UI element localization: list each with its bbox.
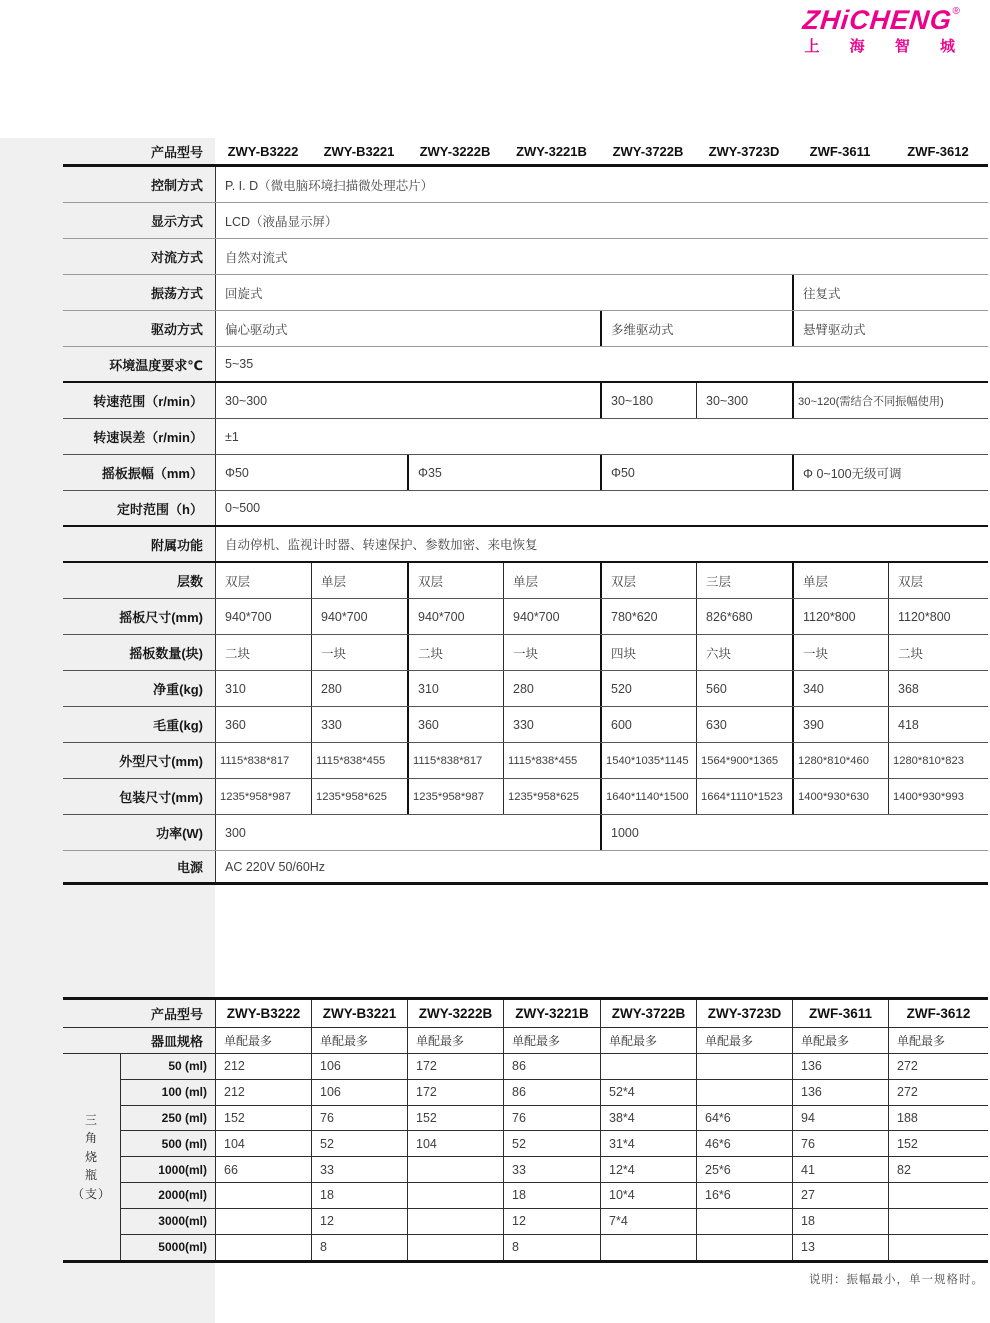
row-label: 显示方式 (150, 214, 203, 229)
size-label: 1000(ml) (120, 1157, 215, 1183)
capacity-value (407, 1209, 503, 1235)
spec-value: 30~180 (600, 383, 696, 418)
spec-row-speed-error (63, 419, 988, 455)
capacity-value: 7*4 (600, 1209, 696, 1235)
spec-row-oscillation (63, 275, 988, 311)
capacity-value (696, 1209, 792, 1235)
spec-row-ambient-temp (63, 347, 988, 383)
capacity-value: 212 (215, 1080, 311, 1106)
flask-char: （支） (71, 1186, 111, 1201)
capacity-value (600, 1054, 696, 1080)
spec-value: 390 (792, 707, 888, 742)
spec-row-packing-dims (63, 779, 988, 815)
spec-header-row (63, 138, 988, 167)
row-label: 功率(W) (156, 826, 203, 841)
spec-value: 560 (696, 671, 792, 706)
spec-value: 自然对流式 (215, 239, 988, 274)
spec-value: 280 (503, 671, 600, 706)
capacity-value: 76 (311, 1106, 407, 1132)
spec-value: Φ 0~100无级可调 (792, 455, 988, 490)
spec-value: 940*700 (503, 599, 600, 634)
spec-row-convection (63, 239, 988, 275)
model-header: ZWY-3722B (612, 143, 684, 159)
model-header: ZWY-3722B (600, 1000, 696, 1027)
flask-char: 角 (84, 1131, 98, 1146)
capacity-value: 12*4 (600, 1157, 696, 1183)
spec-value: 单层 (503, 563, 600, 598)
model-header: ZWY-B3221 (323, 143, 395, 159)
spec-value: 1115*838*817 (215, 743, 311, 778)
spec-value: 1640*1140*1500 (600, 779, 696, 814)
flask-category-label (63, 1054, 120, 1260)
spec-value: 偏心驱动式 (215, 311, 600, 346)
size-label: 2000(ml) (120, 1183, 215, 1209)
row-label: 对流方式 (150, 250, 203, 265)
capacity-value: 94 (792, 1106, 888, 1132)
spec-value: 1280*810*823 (888, 743, 988, 778)
spec-value: Φ50 (600, 455, 792, 490)
spec-row-label: 器皿规格 (150, 1034, 203, 1049)
spec-row-speed-range (63, 383, 988, 419)
spec-value: 单层 (311, 563, 407, 598)
flask-char: 瓶 (84, 1168, 98, 1183)
spec-value: 330 (503, 707, 600, 742)
capacity-value: 86 (503, 1054, 600, 1080)
flask-char: 三 (84, 1112, 98, 1127)
model-header: ZWY-3221B (503, 1000, 600, 1027)
capacity-value: 272 (888, 1080, 988, 1106)
model-header: ZWY-3222B (419, 143, 491, 159)
size-label: 500 (ml) (120, 1131, 215, 1157)
spec-value: 双层 (600, 563, 696, 598)
row-label: 转速范围（r/min） (93, 394, 203, 409)
spec-row-supply (63, 851, 988, 885)
spec-table (63, 138, 988, 885)
spec-row-outer-dims (63, 743, 988, 779)
capacity-value: 136 (792, 1080, 888, 1106)
row-label: 外型尺寸(mm) (119, 754, 203, 769)
capacity-value (215, 1235, 311, 1261)
capacity-value: 33 (503, 1157, 600, 1183)
spec-row-power (63, 815, 988, 851)
spec-value: 600 (600, 707, 696, 742)
footnote: 说明：振幅最小，单一规格时。 (809, 1274, 984, 1286)
spec-value: 300 (215, 815, 600, 850)
capacity-value: 33 (311, 1157, 407, 1183)
spec-value: 一块 (311, 635, 407, 670)
capacity-value: 76 (792, 1131, 888, 1157)
brand-chinese-name: 上 海 智 城 (804, 38, 968, 55)
spec-value: 1115*838*455 (311, 743, 407, 778)
row-label: 摇板数量(块) (129, 646, 203, 661)
spec-value: 四块 (600, 635, 696, 670)
spec-value: 1115*838*455 (503, 743, 600, 778)
capacity-table (63, 997, 988, 1263)
spec-value: 双层 (888, 563, 988, 598)
spec-row-value: 单配最多 (311, 1028, 407, 1053)
spec-row-value: 单配最多 (215, 1028, 311, 1053)
row-label: 附属功能 (150, 537, 203, 553)
capacity-value: 104 (407, 1131, 503, 1157)
capacity-value: 16*6 (696, 1183, 792, 1209)
capacity-value: 152 (888, 1131, 988, 1157)
capacity-value: 76 (503, 1106, 600, 1132)
capacity-body (63, 1054, 988, 1263)
spec-row-control (63, 167, 988, 203)
spec-value: 630 (696, 707, 792, 742)
capacity-value: 25*6 (696, 1157, 792, 1183)
flask-char: 烧 (84, 1149, 98, 1164)
capacity-header-row (63, 1000, 988, 1028)
brand-wordmark: ZHiCHENG (800, 5, 954, 35)
row-label: 定时范围（h） (117, 501, 203, 517)
row-label: 振荡方式 (150, 286, 203, 301)
spec-value: 1000 (600, 815, 988, 850)
spec-value: 单层 (792, 563, 888, 598)
spec-value: 1564*900*1365 (696, 743, 792, 778)
spec-value: 一块 (503, 635, 600, 670)
spec-value: 418 (888, 707, 988, 742)
capacity-value: 82 (888, 1157, 988, 1183)
capacity-value: 104 (215, 1131, 311, 1157)
size-label: 250 (ml) (120, 1106, 215, 1132)
spec-value: 368 (888, 671, 988, 706)
spec-value: 780*620 (600, 599, 696, 634)
spec-value: 30~120(需结合不同振幅使用) (792, 383, 988, 418)
capacity-value (696, 1054, 792, 1080)
capacity-value (407, 1183, 503, 1209)
spec-value: 1235*958*625 (503, 779, 600, 814)
capacity-value: 12 (311, 1209, 407, 1235)
row-label: 包装尺寸(mm) (119, 790, 203, 805)
model-header: ZWY-B3222 (215, 1000, 311, 1027)
capacity-value: 106 (311, 1054, 407, 1080)
spec-value: 双层 (407, 563, 503, 598)
capacity-value: 13 (792, 1235, 888, 1261)
spec-row-timer-range (63, 491, 988, 527)
spec-value: 940*700 (407, 599, 503, 634)
spec-value: 310 (215, 671, 311, 706)
spec-value: 940*700 (311, 599, 407, 634)
size-label: 50 (ml) (120, 1054, 215, 1080)
capacity-value: 31*4 (600, 1131, 696, 1157)
spec-value: 1120*800 (888, 599, 988, 634)
spec-value: P. I. D（微电脑环境扫描微处理芯片） (215, 167, 988, 202)
row-label: 转速误差（r/min） (93, 430, 203, 445)
spec-value: 30~300 (215, 383, 600, 418)
spec-value: 1120*800 (792, 599, 888, 634)
spec-value: 340 (792, 671, 888, 706)
spec-value: AC 220V 50/60Hz (215, 851, 988, 882)
spec-value: 360 (215, 707, 311, 742)
spec-value: 二块 (888, 635, 988, 670)
spec-row-value: 单配最多 (696, 1028, 792, 1053)
capacity-value: 106 (311, 1080, 407, 1106)
spec-row-drive (63, 311, 988, 347)
capacity-value (215, 1209, 311, 1235)
spec-value: 280 (311, 671, 407, 706)
spec-row-gross-weight (63, 707, 988, 743)
capacity-value: 172 (407, 1080, 503, 1106)
spec-value: 悬臂驱动式 (792, 311, 988, 346)
capacity-value: 46*6 (696, 1131, 792, 1157)
capacity-value: 18 (792, 1209, 888, 1235)
spec-value: Φ35 (407, 455, 600, 490)
spec-row-layers (63, 563, 988, 599)
spec-value: 310 (407, 671, 503, 706)
row-label: 毛重(kg) (153, 718, 203, 733)
spec-value: 往复式 (792, 275, 988, 310)
model-header: ZWY-B3221 (311, 1000, 407, 1027)
model-header: ZWY-3723D (708, 143, 780, 159)
capacity-value: 8 (311, 1235, 407, 1261)
registered-trademark-icon: ® (952, 6, 960, 17)
spec-value: 1400*930*993 (888, 779, 988, 814)
capacity-value: 41 (792, 1157, 888, 1183)
capacity-header-label: 产品型号 (150, 1007, 203, 1022)
row-label: 驱动方式 (150, 322, 203, 337)
model-header: ZWF-3612 (888, 1000, 988, 1027)
capacity-value: 18 (503, 1183, 600, 1209)
capacity-value: 86 (503, 1080, 600, 1106)
spec-value: 二块 (215, 635, 311, 670)
spec-value: 826*680 (696, 599, 792, 634)
spec-value: 1664*1110*1523 (696, 779, 792, 814)
spec-value: Φ50 (215, 455, 407, 490)
spec-value: 1540*1035*1145 (600, 743, 696, 778)
capacity-value: 152 (407, 1106, 503, 1132)
row-label: 层数 (176, 574, 203, 589)
capacity-value (600, 1235, 696, 1261)
row-label: 电源 (176, 860, 203, 875)
row-label: 摇板尺寸(mm) (119, 610, 203, 625)
spec-value: 5~35 (215, 347, 988, 381)
spec-row-features (63, 527, 988, 563)
row-label: 环境温度要求℃ (109, 357, 203, 373)
capacity-value (888, 1183, 988, 1209)
capacity-value (888, 1235, 988, 1261)
capacity-value: 136 (792, 1054, 888, 1080)
spec-value: 六块 (696, 635, 792, 670)
capacity-value: 64*6 (696, 1106, 792, 1132)
size-label: 5000(ml) (120, 1235, 215, 1261)
spec-value: 30~300 (696, 383, 792, 418)
spec-row-value: 单配最多 (792, 1028, 888, 1053)
model-header: ZWY-3222B (407, 1000, 503, 1027)
spec-value: LCD（液晶显示屏） (215, 203, 988, 238)
capacity-value: 188 (888, 1106, 988, 1132)
capacity-value: 27 (792, 1183, 888, 1209)
spec-value: 回旋式 (215, 275, 792, 310)
spec-value: 一块 (792, 635, 888, 670)
capacity-value: 52*4 (600, 1080, 696, 1106)
capacity-value: 212 (215, 1054, 311, 1080)
capacity-value: 8 (503, 1235, 600, 1261)
spec-header-label: 产品型号 (150, 144, 203, 160)
spec-row-value: 单配最多 (600, 1028, 696, 1053)
row-label: 净重(kg) (153, 682, 203, 697)
spec-value: 1235*958*987 (215, 779, 311, 814)
model-header: ZWF-3612 (907, 143, 969, 159)
capacity-value: 66 (215, 1157, 311, 1183)
spec-value: 330 (311, 707, 407, 742)
spec-row-value: 单配最多 (407, 1028, 503, 1053)
spec-row-tray-count (63, 635, 988, 671)
spec-value: 1115*838*817 (407, 743, 503, 778)
brand-logo (794, 6, 968, 56)
capacity-value: 52 (503, 1131, 600, 1157)
spec-value: 360 (407, 707, 503, 742)
spec-row-amplitude (63, 455, 988, 491)
spec-row-display (63, 203, 988, 239)
spec-row-tray-size (63, 599, 988, 635)
row-label: 摇板振幅（mm） (101, 466, 203, 481)
size-label: 3000(ml) (120, 1209, 215, 1235)
spec-value: 1235*958*625 (311, 779, 407, 814)
capacity-value: 12 (503, 1209, 600, 1235)
spec-row-net-weight (63, 671, 988, 707)
capacity-spec-row (63, 1028, 988, 1054)
capacity-value (696, 1080, 792, 1106)
capacity-value: 18 (311, 1183, 407, 1209)
spec-value: 多维驱动式 (600, 311, 792, 346)
spec-value: 940*700 (215, 599, 311, 634)
row-label: 控制方式 (150, 178, 203, 193)
spec-value: 二块 (407, 635, 503, 670)
spec-value: 自动停机、监视计时器、转速保护、参数加密、来电恢复 (215, 527, 988, 561)
capacity-value (407, 1235, 503, 1261)
capacity-value (407, 1157, 503, 1183)
model-header: ZWY-3723D (696, 1000, 792, 1027)
model-header: ZWF-3611 (792, 1000, 888, 1027)
spec-value: 双层 (215, 563, 311, 598)
capacity-value: 10*4 (600, 1183, 696, 1209)
capacity-value (888, 1209, 988, 1235)
spec-value: 520 (600, 671, 696, 706)
spec-row-value: 单配最多 (503, 1028, 600, 1053)
capacity-value: 38*4 (600, 1106, 696, 1132)
spec-row-value: 单配最多 (888, 1028, 988, 1053)
capacity-value (696, 1235, 792, 1261)
model-header: ZWY-3221B (516, 143, 587, 159)
size-label: 100 (ml) (120, 1080, 215, 1106)
spec-value: 三层 (696, 563, 792, 598)
spec-value: 1235*958*987 (407, 779, 503, 814)
model-header: ZWY-B3222 (227, 143, 299, 159)
capacity-value (215, 1183, 311, 1209)
model-header: ZWF-3611 (809, 143, 871, 159)
capacity-value: 272 (888, 1054, 988, 1080)
capacity-value: 152 (215, 1106, 311, 1132)
capacity-value: 52 (311, 1131, 407, 1157)
spec-value: 0~500 (215, 491, 988, 525)
spec-value: 1280*810*460 (792, 743, 888, 778)
capacity-value: 172 (407, 1054, 503, 1080)
spec-value: 1400*930*630 (792, 779, 888, 814)
spec-value: ±1 (215, 419, 988, 454)
